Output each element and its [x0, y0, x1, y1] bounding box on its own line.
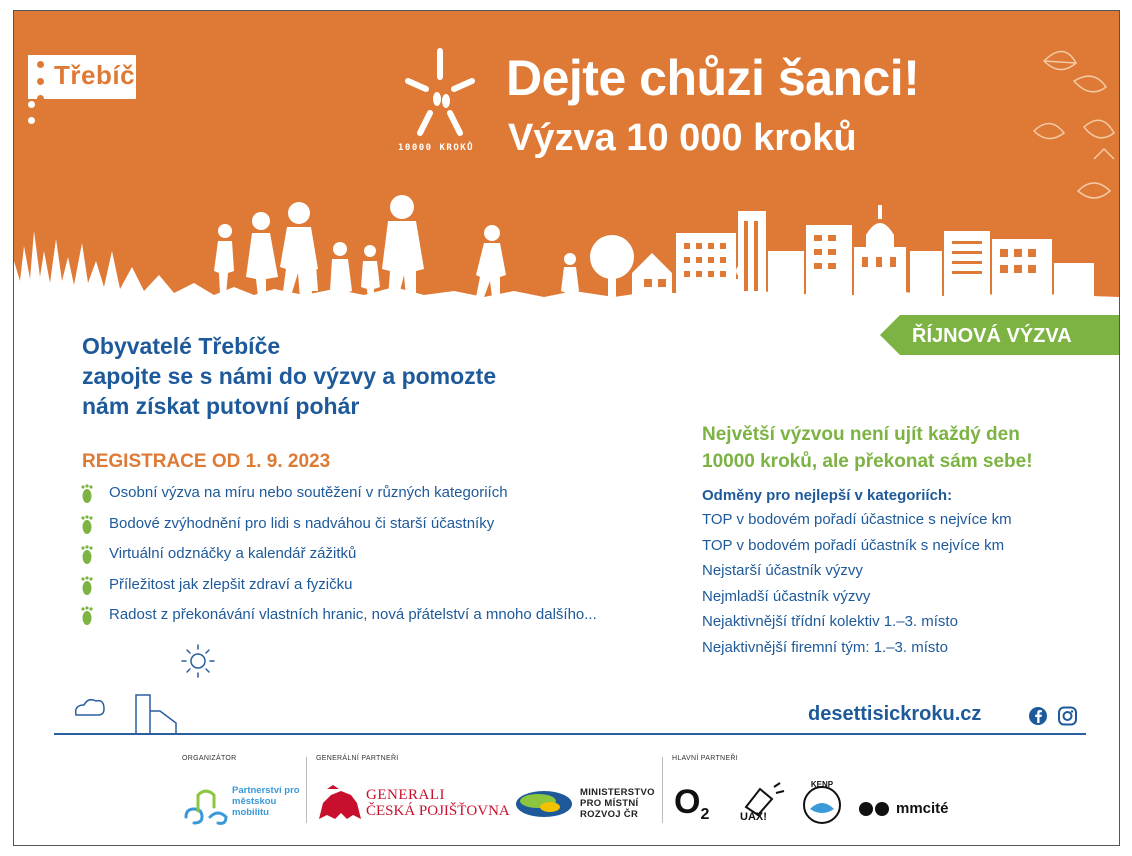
ministry-name: [580, 787, 655, 820]
list-item: Nejaktivnější firemní tým: 1.–3. místo: [702, 638, 948, 656]
line-art-decoration: [54, 631, 254, 741]
header-banner: [14, 11, 1119, 311]
o2-letter: O: [674, 783, 701, 821]
list-item: Nejaktivnější třídní kolektiv 1.–3. místo: [702, 613, 958, 630]
ministry-line-1: MINISTERSTVO: [580, 787, 655, 798]
foot-icon: [80, 545, 94, 565]
skyline-illustration: [14, 191, 1119, 311]
ministry-line-3: ROZVOJ ČR: [580, 809, 639, 820]
poster: [13, 10, 1120, 846]
benefit-text: Osobní výzva na míru nebo soutěžení v různých kategoriích: [109, 484, 508, 501]
list-item: TOP v bodovém pořadí účastnice s nejvíce km: [702, 511, 1012, 528]
divider-line: [54, 733, 1086, 735]
ministry-logo: [514, 787, 574, 821]
month-ribbon: [900, 315, 1120, 355]
list-item: [80, 514, 597, 545]
o2-subscript: 2: [700, 806, 710, 823]
leaf-icon: [1014, 41, 1119, 231]
main-title: Dejte chůzi šanci!: [506, 50, 920, 106]
website-link[interactable]: desettisickroku.cz: [808, 703, 982, 725]
list-item: Nejmladší účastník výzvy: [702, 587, 871, 605]
ribbon-label: ŘÍJNOVÁ VÝZVA: [912, 325, 1072, 347]
slogan: [702, 421, 1033, 475]
foot-icon: [80, 515, 94, 535]
generali-name: GENERALI: [366, 787, 445, 803]
list-item: Nejstarší účastník výzvy: [702, 562, 863, 579]
city-logo-tail: [28, 101, 36, 131]
intro-heading: [82, 331, 682, 421]
o2-logo: [674, 783, 709, 824]
instagram-icon[interactable]: [1059, 708, 1076, 725]
kenp-name: KENP: [810, 780, 834, 789]
foot-icon: [80, 606, 94, 626]
list-item: [80, 575, 597, 606]
intro-line-2: zapojte se s námi do výzvy a pomozte: [82, 363, 497, 389]
list-item: [80, 483, 597, 514]
facebook-icon[interactable]: [1029, 707, 1047, 725]
ministry-line-2: PRO MÍSTNÍ: [580, 798, 639, 809]
intro-line-3: nám získat putovní pohár: [82, 393, 360, 419]
city-logo: [28, 55, 136, 99]
registration-date: REGISTRACE OD 1. 9. 2023: [82, 451, 331, 472]
rewards-list: [702, 507, 1012, 660]
partner-separator: [662, 757, 663, 823]
kenp-logo: [800, 779, 844, 827]
slogan-line-2: 10000 kroků, ale překonat sám sebe!: [702, 451, 1033, 472]
general-partners-label: GENERÁLNÍ PARTNEŘI: [316, 755, 399, 762]
intro-line-1: Obyvatelé Třebíče: [82, 333, 281, 359]
rewards-section: [702, 485, 1012, 660]
benefit-text: Radost z překonávání vlastních hranic, nová přátelství a mnoho dalšího...: [109, 606, 597, 623]
benefit-text: Příležitost jak zlepšit zdraví a fyzičku: [109, 575, 353, 593]
foot-icon: [80, 484, 94, 504]
sub-title: Výzva 10 000 kroků: [508, 117, 857, 159]
steps-logo-label: 10000 KROKŮ: [398, 143, 475, 153]
uax-name: UAX!: [740, 811, 767, 823]
generali-subname: ČESKÁ POJIŠŤOVNA: [366, 803, 510, 819]
city-name: Třebíč: [54, 60, 136, 90]
main-partners-label: HLAVNÍ PARTNEŘI: [672, 755, 738, 762]
organizer-label: ORGANIZÁTOR: [182, 755, 237, 762]
sun-icon: [182, 645, 214, 677]
list-item: TOP v bodovém pořadí účastník s nejvíce km: [702, 536, 1005, 554]
building-icon: [136, 695, 176, 733]
foot-icon: [80, 576, 94, 596]
benefit-text: Virtuální odznáčky a kalendář zážitků: [109, 545, 357, 562]
rewards-title: Odměny pro nejlepší v kategoriích:: [702, 487, 953, 504]
benefits-list: [80, 483, 597, 636]
benefit-text: Bodové zvýhodnění pro lidi s nadváhou či starší účastníky: [109, 514, 495, 532]
cloud-icon: [76, 700, 104, 715]
organizer-name: Partnerství pro městskou mobilitu: [232, 785, 300, 818]
social-icons: [1028, 705, 1078, 727]
mmcite-name: mmcité: [896, 800, 949, 817]
slogan-line-1: Největší výzvou není ujít každý den: [702, 424, 1020, 445]
list-item: [80, 544, 597, 575]
city-logo-dots: [37, 61, 45, 123]
